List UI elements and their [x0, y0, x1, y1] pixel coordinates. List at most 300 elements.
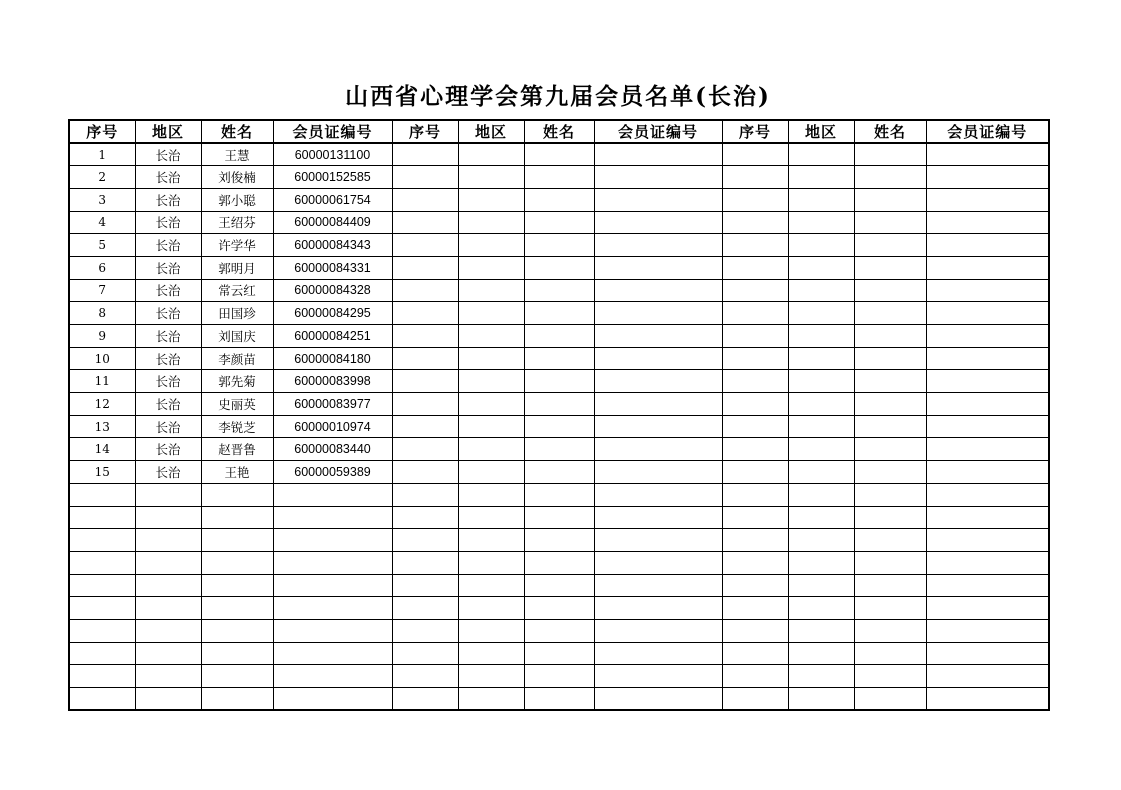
table-row-empty	[69, 529, 1049, 552]
empty-cell	[458, 597, 524, 620]
empty-cell	[926, 325, 1049, 348]
cell-region: 长治	[135, 279, 201, 302]
empty-cell	[458, 279, 524, 302]
empty-cell	[594, 619, 722, 642]
empty-cell	[788, 393, 854, 416]
cell-member-id: 60000084331	[273, 256, 392, 279]
empty-cell	[594, 188, 722, 211]
empty-cell	[594, 642, 722, 665]
empty-cell	[854, 347, 926, 370]
empty-cell	[854, 415, 926, 438]
empty-cell	[788, 302, 854, 325]
empty-cell	[201, 529, 273, 552]
empty-cell	[273, 506, 392, 529]
empty-cell	[458, 688, 524, 711]
empty-cell	[69, 483, 135, 506]
empty-cell	[926, 529, 1049, 552]
empty-cell	[135, 688, 201, 711]
empty-cell	[524, 302, 594, 325]
cell-seq: 7	[69, 279, 135, 302]
empty-cell	[594, 415, 722, 438]
empty-cell	[926, 347, 1049, 370]
empty-cell	[273, 619, 392, 642]
cell-region: 长治	[135, 256, 201, 279]
empty-cell	[722, 347, 788, 370]
empty-cell	[788, 529, 854, 552]
empty-cell	[273, 529, 392, 552]
empty-cell	[594, 483, 722, 506]
empty-cell	[854, 461, 926, 484]
empty-cell	[722, 461, 788, 484]
empty-cell	[524, 574, 594, 597]
cell-seq: 5	[69, 234, 135, 257]
empty-cell	[524, 619, 594, 642]
empty-cell	[594, 302, 722, 325]
cell-member-name: 李颜苗	[201, 347, 273, 370]
empty-cell	[524, 461, 594, 484]
empty-cell	[854, 211, 926, 234]
empty-cell	[854, 143, 926, 166]
empty-cell	[524, 415, 594, 438]
empty-cell	[458, 393, 524, 416]
empty-cell	[722, 574, 788, 597]
cell-member-id: 60000059389	[273, 461, 392, 484]
cell-region: 长治	[135, 325, 201, 348]
empty-cell	[594, 461, 722, 484]
empty-cell	[788, 234, 854, 257]
empty-cell	[458, 325, 524, 348]
empty-cell	[594, 234, 722, 257]
empty-cell	[722, 393, 788, 416]
empty-cell	[524, 347, 594, 370]
cell-seq: 15	[69, 461, 135, 484]
empty-cell	[273, 574, 392, 597]
empty-cell	[722, 529, 788, 552]
empty-cell	[594, 143, 722, 166]
empty-cell	[135, 551, 201, 574]
table-row	[69, 211, 1049, 234]
empty-cell	[458, 642, 524, 665]
table-row-empty	[69, 619, 1049, 642]
empty-cell	[524, 234, 594, 257]
empty-cell	[458, 438, 524, 461]
empty-cell	[926, 574, 1049, 597]
cell-member-id: 60000083998	[273, 370, 392, 393]
empty-cell	[135, 574, 201, 597]
empty-cell	[788, 461, 854, 484]
empty-cell	[392, 279, 458, 302]
empty-cell	[135, 619, 201, 642]
empty-cell	[594, 529, 722, 552]
empty-cell	[854, 574, 926, 597]
empty-cell	[392, 597, 458, 620]
empty-cell	[926, 166, 1049, 189]
cell-member-name: 田国珍	[201, 302, 273, 325]
empty-cell	[69, 551, 135, 574]
cell-member-id: 60000083440	[273, 438, 392, 461]
empty-cell	[854, 506, 926, 529]
header-member-id: 会员证编号	[926, 120, 1049, 143]
cell-member-id: 60000010974	[273, 415, 392, 438]
empty-cell	[201, 506, 273, 529]
cell-seq: 9	[69, 325, 135, 348]
empty-cell	[926, 370, 1049, 393]
empty-cell	[201, 574, 273, 597]
cell-region: 长治	[135, 393, 201, 416]
cell-seq: 3	[69, 188, 135, 211]
empty-cell	[135, 483, 201, 506]
empty-cell	[722, 688, 788, 711]
cell-region: 长治	[135, 461, 201, 484]
empty-cell	[854, 256, 926, 279]
empty-cell	[69, 688, 135, 711]
empty-cell	[69, 574, 135, 597]
empty-cell	[722, 256, 788, 279]
empty-cell	[788, 506, 854, 529]
empty-cell	[458, 506, 524, 529]
cell-member-name: 史丽英	[201, 393, 273, 416]
empty-cell	[722, 188, 788, 211]
header-region: 地区	[135, 120, 201, 143]
empty-cell	[69, 506, 135, 529]
empty-cell	[458, 574, 524, 597]
empty-cell	[788, 688, 854, 711]
header-region: 地区	[788, 120, 854, 143]
cell-seq: 2	[69, 166, 135, 189]
empty-cell	[788, 325, 854, 348]
cell-member-id: 60000083977	[273, 393, 392, 416]
empty-cell	[722, 415, 788, 438]
table-row-empty	[69, 665, 1049, 688]
header-member-id: 会员证编号	[594, 120, 722, 143]
cell-member-name: 王慧	[201, 143, 273, 166]
table-row-empty	[69, 574, 1049, 597]
empty-cell	[594, 370, 722, 393]
empty-cell	[201, 483, 273, 506]
empty-cell	[926, 302, 1049, 325]
empty-cell	[524, 279, 594, 302]
empty-cell	[392, 438, 458, 461]
empty-cell	[69, 597, 135, 620]
empty-cell	[788, 597, 854, 620]
cell-member-id: 60000084409	[273, 211, 392, 234]
cell-member-name: 刘俊楠	[201, 166, 273, 189]
empty-cell	[458, 529, 524, 552]
empty-cell	[594, 551, 722, 574]
empty-cell	[392, 619, 458, 642]
empty-cell	[594, 506, 722, 529]
header-seq: 序号	[722, 120, 788, 143]
table-row-empty	[69, 506, 1049, 529]
cell-member-name: 许学华	[201, 234, 273, 257]
empty-cell	[926, 688, 1049, 711]
cell-member-id: 60000084343	[273, 234, 392, 257]
empty-cell	[854, 166, 926, 189]
empty-cell	[926, 188, 1049, 211]
empty-cell	[524, 188, 594, 211]
cell-region: 长治	[135, 347, 201, 370]
empty-cell	[273, 642, 392, 665]
empty-cell	[392, 688, 458, 711]
empty-cell	[722, 597, 788, 620]
empty-cell	[201, 619, 273, 642]
cell-member-name: 郭明月	[201, 256, 273, 279]
empty-cell	[722, 302, 788, 325]
empty-cell	[392, 665, 458, 688]
table-row-empty	[69, 551, 1049, 574]
empty-cell	[392, 143, 458, 166]
empty-cell	[594, 166, 722, 189]
cell-member-id: 60000084295	[273, 302, 392, 325]
cell-member-name: 郭小聪	[201, 188, 273, 211]
cell-member-id: 60000084251	[273, 325, 392, 348]
header-region: 地区	[458, 120, 524, 143]
empty-cell	[392, 166, 458, 189]
table-row	[69, 279, 1049, 302]
empty-cell	[392, 642, 458, 665]
empty-cell	[722, 234, 788, 257]
empty-cell	[524, 529, 594, 552]
empty-cell	[788, 642, 854, 665]
cell-seq: 10	[69, 347, 135, 370]
cell-seq: 11	[69, 370, 135, 393]
table-row	[69, 415, 1049, 438]
empty-cell	[392, 302, 458, 325]
empty-cell	[788, 438, 854, 461]
member-table	[68, 119, 1050, 711]
header-member-id: 会员证编号	[273, 120, 392, 143]
empty-cell	[926, 438, 1049, 461]
empty-cell	[273, 551, 392, 574]
empty-cell	[926, 211, 1049, 234]
empty-cell	[524, 665, 594, 688]
cell-region: 长治	[135, 302, 201, 325]
empty-cell	[788, 347, 854, 370]
empty-cell	[201, 688, 273, 711]
empty-cell	[273, 483, 392, 506]
empty-cell	[788, 143, 854, 166]
empty-cell	[392, 211, 458, 234]
empty-cell	[788, 211, 854, 234]
empty-cell	[722, 370, 788, 393]
table-row	[69, 166, 1049, 189]
empty-cell	[594, 211, 722, 234]
empty-cell	[135, 642, 201, 665]
empty-cell	[926, 279, 1049, 302]
table-body	[69, 143, 1049, 710]
empty-cell	[392, 574, 458, 597]
cell-seq: 13	[69, 415, 135, 438]
empty-cell	[926, 461, 1049, 484]
empty-cell	[594, 688, 722, 711]
header-name: 姓名	[201, 120, 273, 143]
empty-cell	[926, 597, 1049, 620]
empty-cell	[273, 597, 392, 620]
empty-cell	[722, 143, 788, 166]
empty-cell	[524, 143, 594, 166]
empty-cell	[458, 619, 524, 642]
empty-cell	[458, 665, 524, 688]
empty-cell	[854, 438, 926, 461]
empty-cell	[788, 619, 854, 642]
empty-cell	[788, 415, 854, 438]
empty-cell	[524, 688, 594, 711]
empty-cell	[524, 211, 594, 234]
empty-cell	[458, 415, 524, 438]
empty-cell	[788, 370, 854, 393]
table-row-empty	[69, 642, 1049, 665]
empty-cell	[926, 642, 1049, 665]
header-name: 姓名	[524, 120, 594, 143]
empty-cell	[854, 619, 926, 642]
empty-cell	[854, 597, 926, 620]
cell-seq: 8	[69, 302, 135, 325]
cell-region: 长治	[135, 188, 201, 211]
empty-cell	[722, 665, 788, 688]
table-row	[69, 347, 1049, 370]
empty-cell	[458, 143, 524, 166]
empty-cell	[201, 551, 273, 574]
cell-region: 长治	[135, 143, 201, 166]
header-seq: 序号	[392, 120, 458, 143]
empty-cell	[788, 483, 854, 506]
empty-cell	[722, 166, 788, 189]
empty-cell	[788, 551, 854, 574]
empty-cell	[854, 188, 926, 211]
empty-cell	[458, 188, 524, 211]
empty-cell	[722, 642, 788, 665]
empty-cell	[392, 256, 458, 279]
cell-member-name: 王绍芬	[201, 211, 273, 234]
empty-cell	[594, 438, 722, 461]
empty-cell	[854, 688, 926, 711]
cell-region: 长治	[135, 234, 201, 257]
cell-member-id: 60000084180	[273, 347, 392, 370]
empty-cell	[854, 279, 926, 302]
empty-cell	[201, 597, 273, 620]
empty-cell	[392, 529, 458, 552]
empty-cell	[926, 234, 1049, 257]
empty-cell	[854, 483, 926, 506]
empty-cell	[392, 415, 458, 438]
empty-cell	[594, 574, 722, 597]
empty-cell	[392, 551, 458, 574]
empty-cell	[524, 370, 594, 393]
empty-cell	[392, 393, 458, 416]
table-row	[69, 461, 1049, 484]
empty-cell	[854, 551, 926, 574]
empty-cell	[392, 347, 458, 370]
empty-cell	[854, 529, 926, 552]
table-row-empty	[69, 688, 1049, 711]
cell-region: 长治	[135, 415, 201, 438]
empty-cell	[788, 665, 854, 688]
empty-cell	[854, 642, 926, 665]
empty-cell	[458, 370, 524, 393]
empty-cell	[392, 234, 458, 257]
empty-cell	[594, 393, 722, 416]
empty-cell	[926, 483, 1049, 506]
empty-cell	[854, 302, 926, 325]
empty-cell	[392, 370, 458, 393]
cell-seq: 4	[69, 211, 135, 234]
empty-cell	[135, 665, 201, 688]
empty-cell	[458, 302, 524, 325]
empty-cell	[722, 325, 788, 348]
table-row	[69, 143, 1049, 166]
empty-cell	[722, 279, 788, 302]
empty-cell	[788, 279, 854, 302]
empty-cell	[594, 347, 722, 370]
empty-cell	[722, 483, 788, 506]
empty-cell	[69, 642, 135, 665]
table-row	[69, 302, 1049, 325]
empty-cell	[392, 325, 458, 348]
empty-cell	[135, 597, 201, 620]
empty-cell	[854, 325, 926, 348]
empty-cell	[524, 506, 594, 529]
page-title: 山西省心理学会第九届会员名单(长治)	[345, 83, 771, 110]
table-row	[69, 438, 1049, 461]
empty-cell	[788, 166, 854, 189]
empty-cell	[854, 234, 926, 257]
empty-cell	[201, 665, 273, 688]
empty-cell	[273, 688, 392, 711]
cell-member-name: 郭先菊	[201, 370, 273, 393]
empty-cell	[392, 461, 458, 484]
empty-cell	[926, 551, 1049, 574]
empty-cell	[524, 483, 594, 506]
cell-seq: 12	[69, 393, 135, 416]
table-row	[69, 325, 1049, 348]
empty-cell	[524, 256, 594, 279]
empty-cell	[524, 551, 594, 574]
cell-seq: 14	[69, 438, 135, 461]
empty-cell	[201, 642, 273, 665]
cell-member-name: 常云红	[201, 279, 273, 302]
empty-cell	[594, 256, 722, 279]
empty-cell	[458, 234, 524, 257]
empty-cell	[524, 597, 594, 620]
empty-cell	[135, 506, 201, 529]
empty-cell	[594, 665, 722, 688]
empty-cell	[458, 347, 524, 370]
empty-cell	[722, 438, 788, 461]
empty-cell	[458, 211, 524, 234]
empty-cell	[69, 619, 135, 642]
empty-cell	[854, 370, 926, 393]
cell-region: 长治	[135, 166, 201, 189]
table-row	[69, 188, 1049, 211]
empty-cell	[458, 461, 524, 484]
empty-cell	[458, 483, 524, 506]
empty-cell	[788, 256, 854, 279]
empty-cell	[594, 325, 722, 348]
empty-cell	[722, 619, 788, 642]
empty-cell	[788, 574, 854, 597]
cell-member-name: 王艳	[201, 461, 273, 484]
empty-cell	[926, 256, 1049, 279]
empty-cell	[926, 415, 1049, 438]
empty-cell	[458, 551, 524, 574]
empty-cell	[524, 393, 594, 416]
empty-cell	[524, 325, 594, 348]
cell-region: 长治	[135, 370, 201, 393]
table-row	[69, 234, 1049, 257]
table-row	[69, 393, 1049, 416]
empty-cell	[722, 506, 788, 529]
cell-seq: 6	[69, 256, 135, 279]
